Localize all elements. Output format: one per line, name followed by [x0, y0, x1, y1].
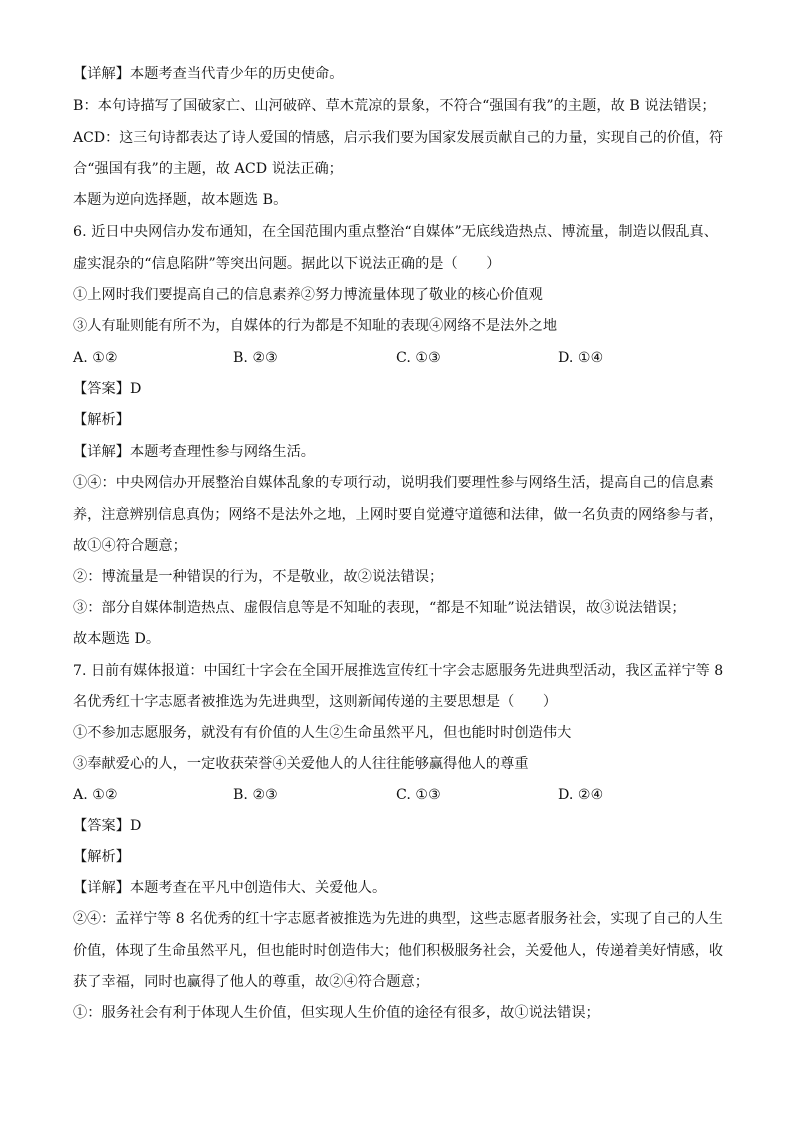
q6-conclusion: 故本题选 D。	[73, 631, 161, 647]
q5-explanation-b: B：本句诗描写了国破家亡、山河破碎、草木荒凉的景象，不符合“强国有我”的主题，故 B 说法错误；	[73, 98, 716, 114]
q5-explanation-acd: ACD：这三句诗都表达了诗人爱国的情感，启示我们要为国家发展贡献自己的力量，实现自己的价值，符	[73, 130, 724, 146]
q6-option-a: A. ①②	[73, 350, 118, 366]
q6-explanation-3: ③：部分自媒体制造热点、虚假信息等是不知耻的表现，“都是不知耻”说法错误，故③说法错误；	[73, 600, 686, 616]
q6-option-b: B. ②③	[233, 350, 278, 366]
q7-option-b: B. ②③	[233, 787, 278, 803]
q7-statements-1: ①不参加志愿服务，就没有有价值的人生②生命虽然平凡，但也能时时创造伟大	[73, 725, 572, 741]
q6-stem: 6. 近日中央网信办发布通知，在全国范围内重点整治“自媒体”无底线造热点、博流量，制造以假乱真、	[73, 224, 719, 240]
q6-explanation-14: ①④：中央网信办开展整治自媒体乱象的专项行动，说明我们要理性参与网络生活，提高自己的信息素	[73, 475, 714, 491]
q7-explanation-24: ②④：孟祥宁等 8 名优秀的红十字志愿者被推选为先进的典型，这些志愿者服务社会，实现了自己的人生	[73, 911, 723, 927]
q6-statements-1: ①上网时我们要提高自己的信息素养②努力博流量体现了敬业的核心价值观	[73, 287, 543, 303]
q5-conclusion: 本题为逆向选择题，故本题选 B。	[73, 192, 288, 208]
q7-explanation-header: 【详解】本题考查在平凡中创造伟大、关爱他人。	[73, 880, 387, 896]
q6-statements-2: ③人有耻则能有所不为，自媒体的行为都是不知耻的表现④网络不是法外之地	[73, 318, 558, 334]
q7-explanation-24-end: 获了幸福，同时也赢得了他人的尊重，故②④符合题意；	[73, 974, 429, 990]
q5-explanation-header: 【详解】本题考查当代青少年的历史使命。	[73, 66, 344, 82]
q7-stem-cont: 名优秀红十字志愿者被推选为先进典型，这则新闻传递的主要思想是（ ）	[73, 694, 558, 710]
q7-statements-2: ③奉献爱心的人，一定收获荣誉④关爱他人的人往往能够赢得他人的尊重	[73, 756, 529, 772]
q6-explanation-14-cont: 养，注意辨别信息真伪；网络不是法外之地，上网时要自觉遵守道德和法律，做一名负责的网络参与者，	[73, 507, 723, 523]
q7-explanation-1: ①：服务社会有利于体现人生价值，但实现人生价值的途径有很多，故①说法错误；	[73, 1005, 600, 1021]
q7-option-c: C. ①③	[396, 787, 441, 803]
q7-analysis-header: 【解析】	[73, 849, 130, 865]
q5-explanation-acd-cont: 合“强国有我”的主题，故 ACD 说法正确；	[73, 161, 343, 177]
q6-answer: 【答案】D	[73, 381, 142, 397]
q6-option-d: D. ①④	[558, 350, 604, 366]
q7-answer: 【答案】D	[73, 818, 142, 834]
q6-explanation-2: ②：博流量是一种错误的行为，不是敬业，故②说法错误；	[73, 569, 444, 585]
q6-analysis-header: 【解析】	[73, 412, 130, 428]
q6-explanation-header: 【详解】本题考查理性参与网络生活。	[73, 444, 316, 460]
q7-option-a: A. ①②	[73, 787, 118, 803]
q6-stem-cont: 虚实混杂的“信息陷阱”等突出问题。据此以下说法正确的是（ ）	[73, 256, 501, 272]
q7-explanation-24-cont: 价值，体现了生命虽然平凡，但也能时时创造伟大；他们积极服务社会，关爱他人，传递着美好情感，收	[73, 943, 723, 959]
q6-option-c: C. ①③	[396, 350, 441, 366]
q7-option-d: D. ②④	[558, 787, 604, 803]
q6-explanation-14-end: 故①④符合题意；	[73, 538, 187, 554]
q7-stem: 7. 日前有媒体报道：中国红十字会在全国开展推选宣传红十字会志愿服务先进典型活动，我区孟祥宁等 8	[73, 663, 724, 679]
